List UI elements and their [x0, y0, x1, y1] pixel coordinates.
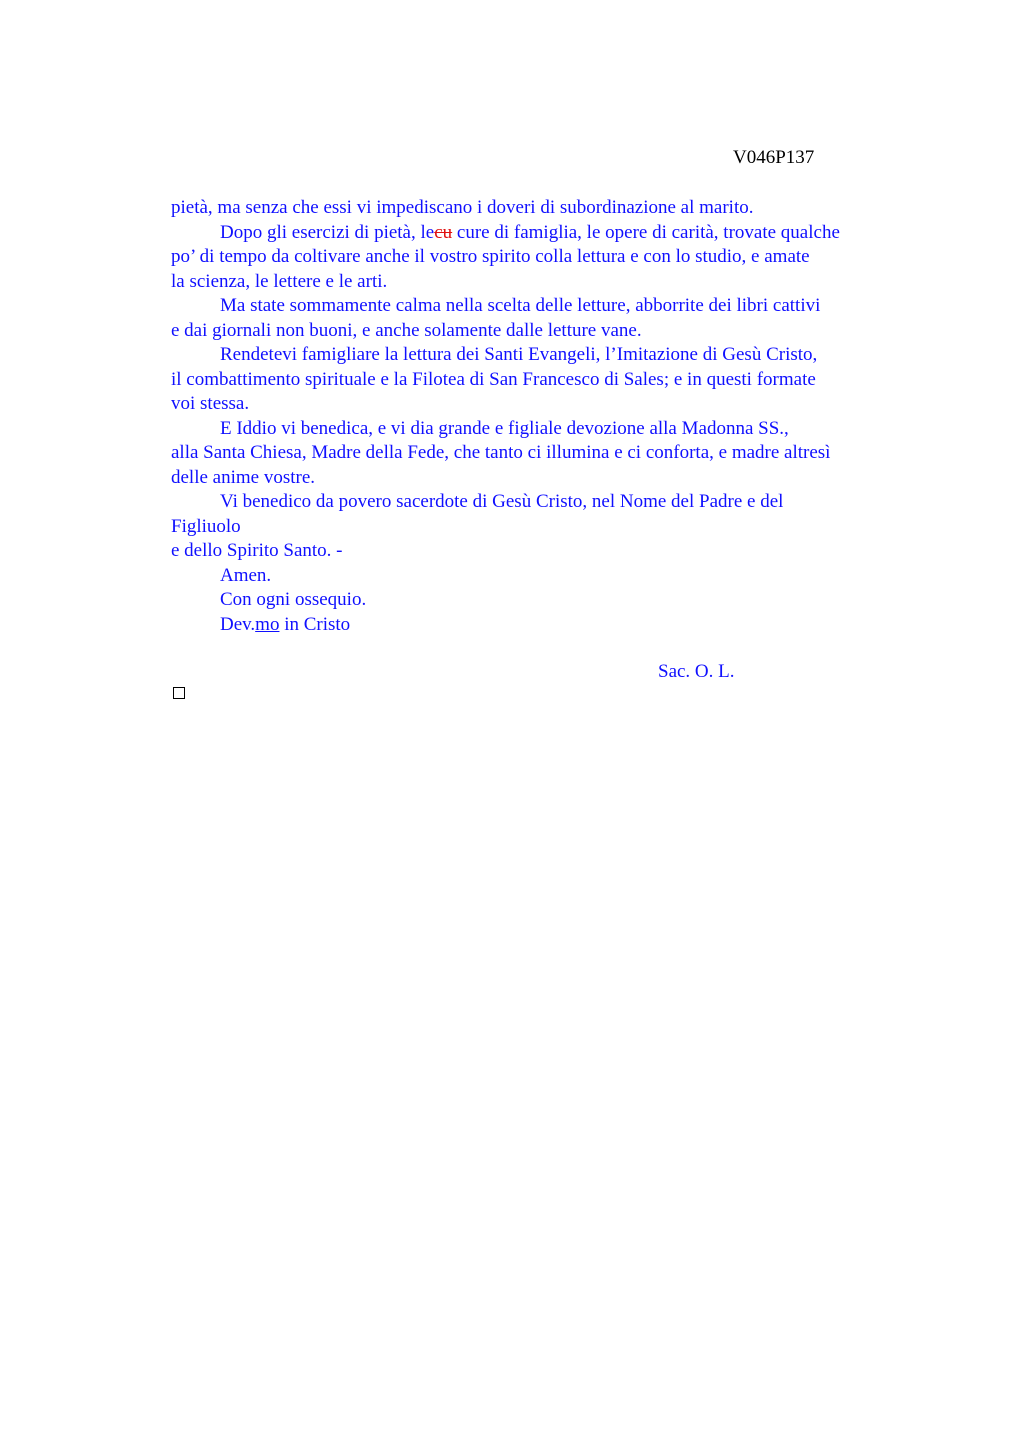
- text-line: Amen.: [220, 564, 272, 586]
- text-fragment: in Cristo: [279, 613, 351, 635]
- text-line: e dai giornali non buoni, e anche solamente dalle letture vane.: [171, 319, 642, 341]
- end-marker-box: [173, 687, 185, 699]
- text-line: Ma state sommamente calma nella scelta delle letture, abborrite dei libri cattivi: [220, 295, 821, 316]
- text-line: Figliuolo: [171, 515, 241, 537]
- text-line: Vi benedico da povero sacerdote di Gesù Cristo, nel Nome del Padre e del: [220, 491, 784, 512]
- signature: Sac. O. L.: [658, 661, 735, 682]
- underlined-text: mo: [255, 613, 280, 635]
- text-line: e dello Spirito Santo. -: [171, 540, 343, 561]
- text-line: il combattimento spirituale e la Filotea di San Francesco di Sales; e in questi formate: [171, 368, 816, 390]
- text-line-with-deletion: [171, 221, 911, 246]
- text-line: alla Santa Chiesa, Madre della Fede, che tanto ci illumina e ci conforta, e madre altresì: [171, 442, 831, 463]
- text-line: la scienza, le lettere e le arti.: [171, 270, 388, 292]
- text-line: Con ogni ossequio.: [220, 589, 367, 610]
- letter-body: [171, 196, 911, 637]
- text-line: voi stessa.: [171, 393, 250, 414]
- deleted-text: cu: [434, 221, 453, 243]
- closing-line: [171, 613, 911, 638]
- text-line: Rendetevi famigliare la lettura dei Santi Evangeli, l’Imitazione di Gesù Cristo,: [220, 344, 818, 365]
- text-line: pietà, ma senza che essi vi impediscano i doveri di subordinazione al marito.: [171, 197, 754, 218]
- text-fragment: cure di famiglia, le opere di carità, trovate qualche: [452, 221, 840, 243]
- text-fragment: Dopo gli esercizi di pietà, le: [220, 221, 435, 243]
- page-id: V046P137: [733, 147, 815, 168]
- text-line: E Iddio vi benedica, e vi dia grande e figliale devozione alla Madonna SS.,: [220, 417, 789, 439]
- text-line: delle anime vostre.: [171, 466, 316, 488]
- text-line: po’ di tempo da coltivare anche il vostro spirito colla lettura e con lo studio, e amate: [171, 246, 810, 267]
- text-fragment: Dev.: [220, 613, 256, 635]
